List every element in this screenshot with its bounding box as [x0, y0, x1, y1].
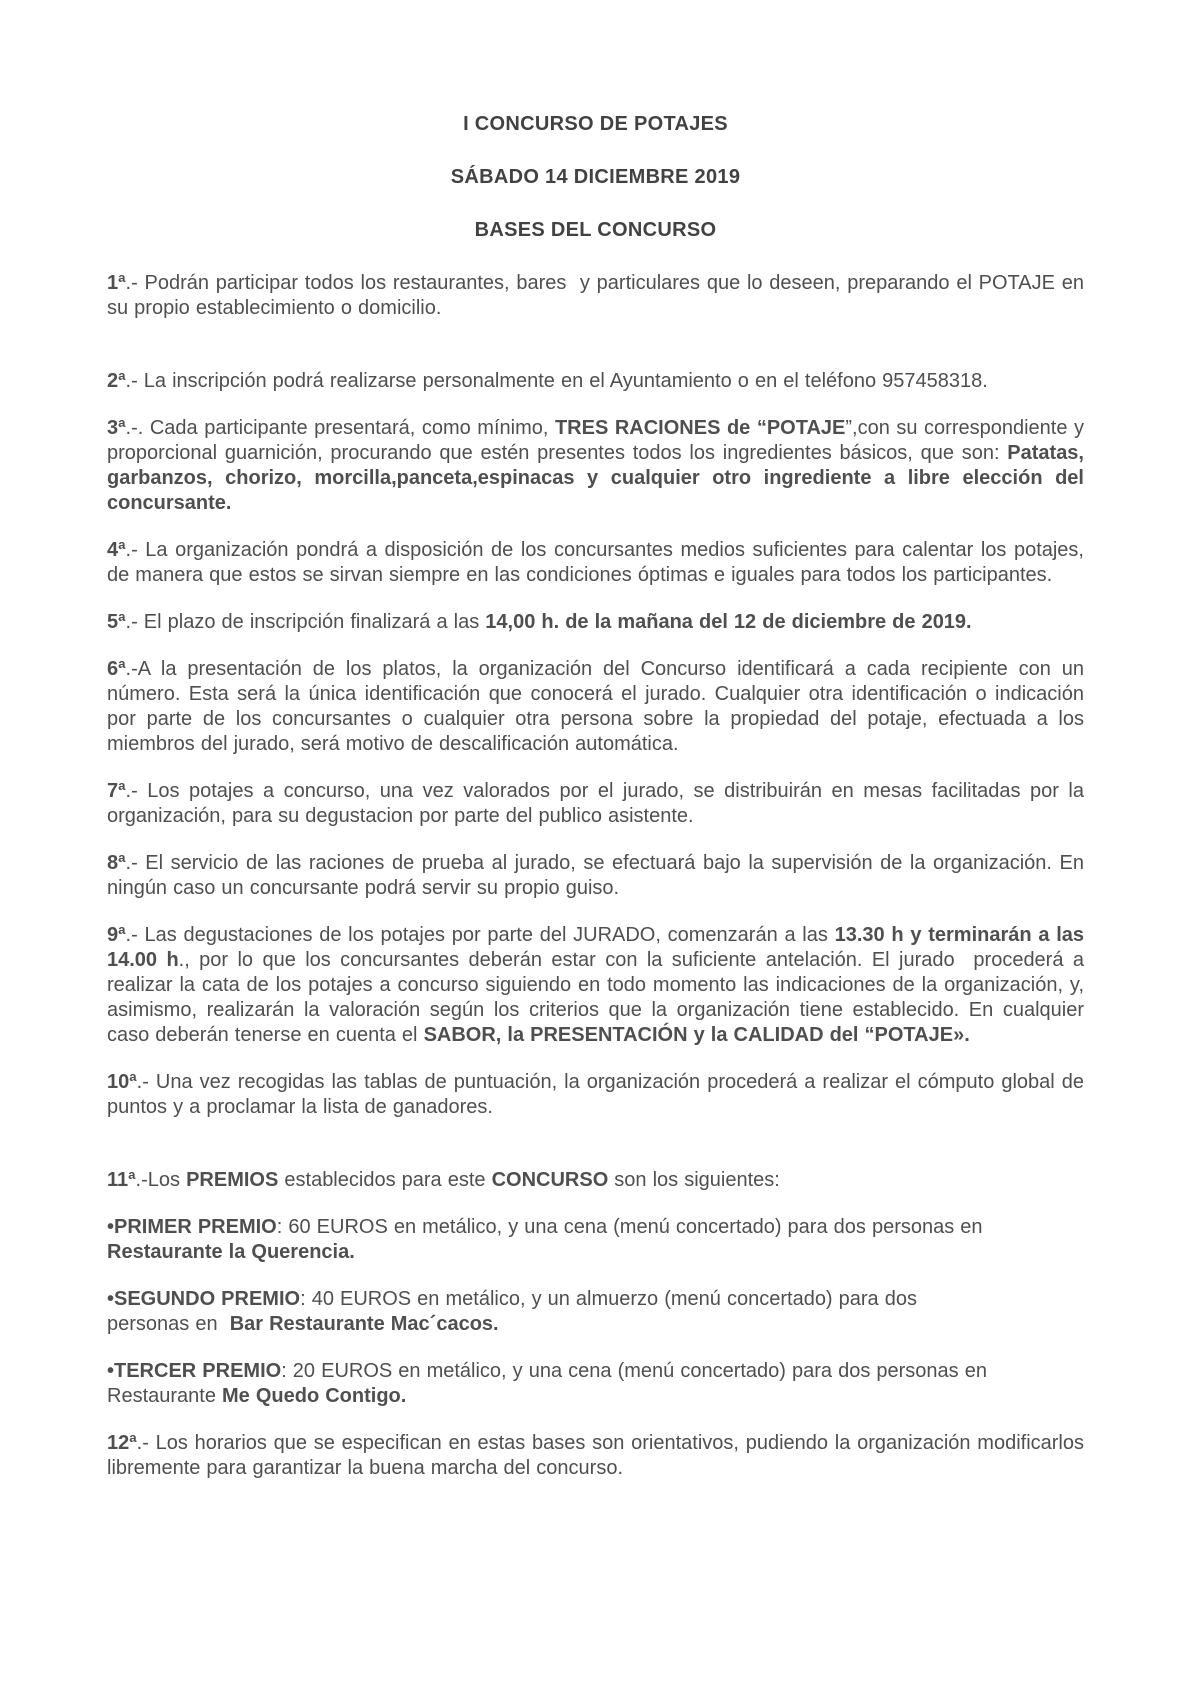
prize-segundo-premio: [107, 1287, 1084, 1337]
document-date: SÁBADO 14 DICIEMBRE 2019: [450, 166, 741, 188]
text-run: : 20 EUROS en metálico, y una cena (menú concertado) para dos personas en Restaurante: [107, 1360, 987, 1407]
rule-3a: [107, 416, 1084, 516]
bold-text-run: 11ª: [107, 1169, 136, 1191]
text-run: .-A la presentación de los platos, la organización del Concurso identificará a cada recipiente con un número. Esta será la única identificación que conocerá el jurado. Cualquier otra identificación o indicación por parte de los concursantes o cualquier otra persona sobre la propiedad del potaje, efectuada a los miembros del jurado, será motivo de descalificación automática.: [107, 658, 1084, 755]
bold-text-run: 14,00 h. de la mañana del 12 de diciembre de 2019.: [485, 611, 972, 633]
bold-text-run: 7ª: [107, 780, 126, 802]
bold-text-run: •SEGUNDO PREMIO: [107, 1288, 301, 1310]
bold-text-run: 4ª: [107, 539, 126, 561]
document-header: [107, 112, 1084, 243]
bold-text-run: 6ª: [107, 658, 126, 680]
text-run: .- El plazo de inscripción finalizará a las: [125, 611, 486, 633]
bold-text-run: CONCURSO: [491, 1169, 609, 1191]
text-run: .- La inscripción podrá realizarse personalmente en el Ayuntamiento o en el teléfono 957458318.: [125, 370, 988, 392]
text-run: .-. Cada participante presentará, como mínimo,: [125, 417, 555, 439]
bold-text-run: Patatas, garbanzos, chorizo, morcilla,panceta,espinacas y cualquier otro ingrediente a libre elección del concursante.: [107, 442, 1084, 514]
rule-4a: [107, 538, 1084, 588]
bold-text-run: Bar Restaurante Mac´cacos.: [229, 1313, 499, 1335]
text-run: .- Las degustaciones de los potajes por parte del JURADO, comenzarán a las: [125, 924, 835, 946]
text-run: .- Los potajes a concurso, una vez valorados por el jurado, se distribuirán en mesas facilitadas por la organización, para su degustacion por parte del publico asistente.: [107, 780, 1084, 827]
document-body: [107, 271, 1084, 1481]
text-run: establecidos para este: [278, 1169, 492, 1191]
text-run: .- La organización pondrá a disposición de los concursantes medios suficientes para calentar los potajes, de manera que estos se sirvan siempre en las condiciones óptimas e iguales para todos los participantes.: [107, 539, 1084, 586]
prize-primer-premio: [107, 1215, 1084, 1265]
rule-5a: [107, 610, 1084, 635]
bold-text-run: 5ª: [107, 611, 126, 633]
rule-9a: [107, 923, 1084, 1048]
bold-text-run: •PRIMER PREMIO: [107, 1216, 277, 1238]
text-run: ”,con su correspondiente y proporcional guarnición, procurando que estén presentes todos los ingredientes básicos, que son:: [107, 417, 1085, 464]
bold-text-run: 13.30 h y terminarán a las 14.00 h: [107, 924, 1085, 971]
text-run: .- Una vez recogidas las tablas de puntuación, la organización procederá a realizar el cómputo global de puntos y a proclamar la lista de ganadores.: [107, 1071, 1084, 1118]
text-run: .- Los horarios que se especifican en estas bases son orientativos, pudiendo la organización modificarlos libremente para garantizar la buena marcha del concurso.: [107, 1432, 1084, 1479]
rule-8a: [107, 851, 1084, 901]
prize-tercer-premio: [107, 1359, 1084, 1409]
bold-text-run: 8ª: [107, 852, 126, 874]
text-run: : 60 EUROS en metálico, y una cena (menú concertado) para dos personas en: [276, 1216, 983, 1238]
bold-text-run: 12ª: [107, 1432, 137, 1454]
text-run: : 40 EUROS en metálico, y un almuerzo (menú concertado) para dos: [300, 1288, 917, 1310]
rule-1a: [107, 271, 1084, 321]
text-run: .- El servicio de las raciones de prueba al jurado, se efectuará bajo la supervisión de la organización. En ningún caso un concursante podrá servir su propio guiso.: [107, 852, 1084, 899]
document-section-heading: BASES DEL CONCURSO: [474, 219, 717, 241]
bold-text-run: 9ª: [107, 924, 126, 946]
text-run: son los siguientes:: [608, 1169, 780, 1191]
bold-text-run: Restaurante la Querencia.: [107, 1241, 355, 1263]
bold-text-run: 10ª: [107, 1071, 137, 1093]
bold-text-run: PREMIOS: [186, 1169, 279, 1191]
rule-2a: [107, 369, 1084, 394]
document-title: I CONCURSO DE POTAJES: [463, 113, 728, 135]
bold-text-run: Me Quedo Contigo.: [222, 1385, 407, 1407]
text-run: personas en: [107, 1313, 230, 1335]
bold-text-run: 1ª: [107, 272, 126, 294]
bold-text-run: TRES RACIONES de “POTAJE: [554, 417, 846, 439]
bold-text-run: •TERCER PREMIO: [107, 1360, 282, 1382]
bold-text-run: SABOR, la PRESENTACIÓN y la CALIDAD del “POTAJE».: [423, 1024, 970, 1046]
bold-text-run: 2ª: [107, 370, 126, 392]
rule-11a: [107, 1168, 1084, 1193]
rule-12a: [107, 1431, 1084, 1481]
rule-10a: [107, 1070, 1084, 1120]
rule-6a: [107, 657, 1084, 757]
bold-text-run: 3ª: [107, 417, 126, 439]
text-run: .- Podrán participar todos los restaurantes, bares y particulares que lo deseen, preparando el POTAJE en su propio establecimiento o domicilio.: [107, 272, 1084, 319]
text-run: .-Los: [135, 1169, 187, 1191]
rule-7a: [107, 779, 1084, 829]
text-run: ., por lo que los concursantes deberán estar con la suficiente antelación. El jurado procederá a realizar la cata de los potajes a concurso siguiendo en todo momento las indicaciones de la organización, y, asimismo, realizarán la valoración según los criterios que la organización tiene establecido. En cualquier caso deberán tenerse en cuenta el: [107, 949, 1084, 1046]
